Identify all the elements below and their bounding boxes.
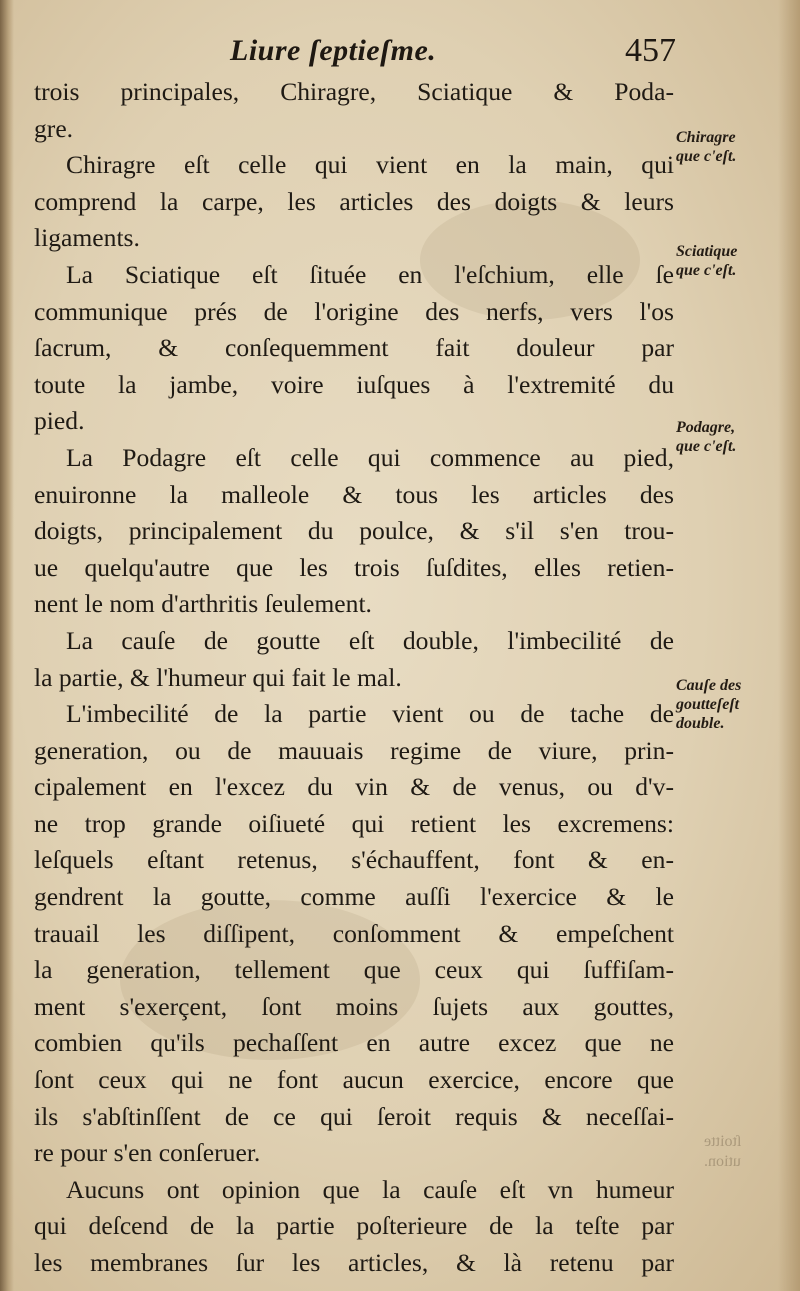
text-line: nent le nom d'arthritis ſeulement. bbox=[34, 589, 372, 619]
text-line: gre. bbox=[34, 113, 74, 143]
page-number: 457 bbox=[625, 32, 676, 69]
bleed-line: ſtoitte bbox=[704, 1133, 742, 1150]
text-line: ue quelqu'autre que les trois ſuſdites, elles retien- bbox=[34, 552, 674, 582]
bleed-line: ution. bbox=[704, 1153, 741, 1170]
text-line: La Podagre eſt celle qui commence au pied, bbox=[66, 442, 674, 472]
text-line: ligaments. bbox=[34, 223, 140, 253]
margin-note-line: que c'eſt. bbox=[676, 148, 737, 165]
text-line: combien qu'ils pechaſſent en autre excez que ne bbox=[34, 1028, 674, 1058]
text-line: trauail les diſſipent, conſomment & empeſchent bbox=[34, 918, 674, 948]
page-header-title: Liure ſeptieſme. bbox=[230, 34, 437, 67]
paragraph-cause bbox=[34, 623, 674, 696]
margin-note-line: Cauſe des bbox=[676, 677, 742, 694]
text-line: Chiragre eſt celle qui vient en la main, qui bbox=[66, 150, 674, 180]
text-line: ils s'abſtinſſent de ce qui ſeroit requis & neceſſai- bbox=[34, 1101, 674, 1131]
paragraph-aucuns bbox=[34, 1172, 674, 1282]
page-gutter-shadow bbox=[0, 0, 14, 1291]
text-line: La cauſe de goutte eſt double, l'imbecilité de bbox=[66, 625, 674, 655]
paragraph-podagre bbox=[34, 440, 674, 623]
text-line: ſont ceux qui ne font aucun exercice, encore que bbox=[34, 1065, 674, 1095]
paragraph-chiragre bbox=[34, 147, 674, 257]
body-text bbox=[34, 74, 674, 1282]
margin-note-causes bbox=[676, 676, 786, 733]
margin-note-line: Sciatique bbox=[676, 243, 738, 260]
margin-note-line: Chiragre bbox=[676, 129, 736, 146]
text-line: pied. bbox=[34, 406, 85, 436]
margin-note-chiragre bbox=[676, 128, 786, 166]
margin-note-line: que c'eſt. bbox=[676, 438, 737, 455]
text-line: ment s'exerçent, ſont moins ſujets aux gouttes, bbox=[34, 991, 674, 1021]
paragraph-intro bbox=[34, 74, 674, 147]
text-line: la partie, & l'humeur qui fait le mal. bbox=[34, 662, 402, 692]
text-line: les membranes ſur les articles, & là retenu par bbox=[34, 1248, 674, 1277]
text-line: ſacrum, & conſequemment fait douleur par bbox=[34, 333, 674, 363]
text-line: Aucuns ont opinion que la cauſe eſt vn humeur bbox=[66, 1174, 674, 1204]
text-line: enuironne la malleole & tous les articles des bbox=[34, 479, 674, 509]
text-line: ne trop grande oiſiueté qui retient les excremens: bbox=[34, 808, 674, 838]
paragraph-imbecilite bbox=[34, 696, 674, 1172]
text-line: trois principales, Chiragre, Sciatique & Poda- bbox=[34, 77, 674, 106]
text-line: qui deſcend de la partie poſterieure de la teſte par bbox=[34, 1211, 674, 1241]
margin-note-line: que c'eſt. bbox=[676, 262, 737, 279]
text-line: toute la jambe, voire iuſques à l'extremité du bbox=[34, 369, 674, 399]
text-line: cipalement en l'excez du vin & de venus, ou d'v- bbox=[34, 772, 674, 802]
text-line: L'imbecilité de la partie vient ou de tache de bbox=[66, 699, 674, 729]
text-line: la generation, tellement que ceux qui ſuffiſam- bbox=[34, 955, 674, 985]
running-head bbox=[230, 30, 690, 80]
bleed-through-text bbox=[704, 1132, 794, 1192]
paragraph-sciatique bbox=[34, 257, 674, 440]
margin-note-line: double. bbox=[676, 715, 725, 732]
margin-note-line: Podagre, bbox=[676, 419, 736, 436]
margin-note-line: goutteſeſt bbox=[676, 696, 740, 713]
text-line: communique prés de l'origine des nerfs, vers l'os bbox=[34, 296, 674, 326]
page-edge-shading bbox=[778, 0, 800, 1291]
text-line: gendrent la goutte, comme auſſi l'exercice & le bbox=[34, 882, 674, 912]
text-line: leſquels eſtant retenus, s'échauffent, font & en- bbox=[34, 845, 674, 875]
margin-note-sciatique bbox=[676, 242, 786, 280]
text-line: comprend la carpe, les articles des doigts & leurs bbox=[34, 186, 674, 216]
text-line: doigts, principalement du poulce, & s'il s'en trou- bbox=[34, 516, 674, 546]
text-line: generation, ou de mauuais regime de viure, prin- bbox=[34, 735, 674, 765]
margin-note-podagre bbox=[676, 418, 786, 456]
text-line: re pour s'en conſeruer. bbox=[34, 1138, 261, 1168]
text-line: La Sciatique eſt ſituée en l'eſchium, elle ſe bbox=[66, 259, 674, 289]
